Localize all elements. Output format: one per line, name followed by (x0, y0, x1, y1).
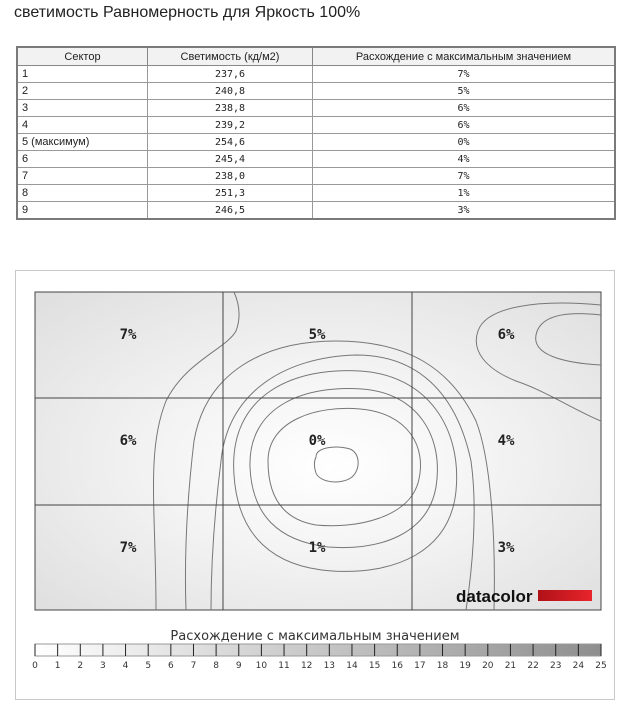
sector-cell: 9 (17, 202, 148, 220)
sector-cell: 8 (17, 185, 148, 202)
legend-label: 9 (235, 661, 242, 671)
deviation-cell: 6% (313, 117, 616, 134)
page-title: светимость Равномерность для Яркость 100% (14, 4, 361, 21)
legend-label: 5 (145, 661, 152, 671)
sector-label: 4% (497, 433, 515, 449)
luminance-cell: 238,8 (148, 100, 313, 117)
sector-label: 3% (497, 540, 515, 556)
deviation-cell: 6% (313, 100, 616, 117)
table-row (17, 168, 615, 185)
deviation-cell: 7% (313, 168, 616, 185)
sector-cell: 7 (17, 168, 148, 185)
legend-label: 23 (549, 661, 562, 671)
deviation-cell: 1% (313, 185, 616, 202)
legend-label: 15 (368, 661, 381, 671)
sector-label: 1% (308, 540, 326, 556)
uniformity-panel (15, 270, 615, 700)
table-row (17, 100, 615, 117)
sector-cell: 3 (17, 100, 148, 117)
legend-label: 0 (32, 661, 38, 671)
sector-label: 5% (308, 327, 326, 343)
legend-label: 7 (190, 661, 197, 671)
legend-label: 16 (391, 661, 403, 671)
sector-cell: 5 (максимум) (17, 134, 148, 151)
luminance-cell: 254,6 (148, 134, 313, 151)
sector-label: 6% (119, 433, 137, 449)
legend-label: 20 (482, 661, 494, 671)
legend-label: 19 (459, 661, 471, 671)
legend-label: 1 (54, 661, 61, 671)
sector-cell: 4 (17, 117, 148, 134)
legend-label: 8 (213, 661, 219, 671)
table-row (17, 202, 615, 220)
brand-name: datacolor (456, 587, 533, 606)
deviation-cell: 5% (313, 83, 616, 100)
luminance-cell: 251,3 (148, 185, 313, 202)
legend-title: Расхождение с максимальным значением (170, 629, 460, 644)
column-header-deviation: Расхождение с максимальным значением (313, 47, 616, 66)
luminance-table (16, 46, 616, 220)
deviation-cell: 7% (313, 66, 616, 83)
sector-cell: 2 (17, 83, 148, 100)
luminance-cell: 246,5 (148, 202, 313, 220)
table-row (17, 134, 615, 151)
sector-label: 6% (497, 327, 515, 343)
legend-labels (16, 661, 614, 675)
legend-label: 24 (572, 661, 585, 671)
sector-cell: 1 (17, 66, 148, 83)
legend-label: 12 (300, 661, 313, 671)
legend-label: 18 (436, 661, 449, 671)
table-row (17, 117, 615, 134)
sector-cell: 6 (17, 151, 148, 168)
sector-label: 7% (119, 540, 137, 556)
legend-gradient-bar (35, 644, 601, 656)
table-header-row (17, 47, 615, 66)
sector-label: 0% (308, 433, 326, 449)
legend-label: 10 (255, 661, 268, 671)
deviation-cell: 0% (313, 134, 616, 151)
luminance-cell: 238,0 (148, 168, 313, 185)
brand-bar (538, 590, 592, 601)
legend-label: 11 (278, 661, 290, 671)
luminance-cell: 240,8 (148, 83, 313, 100)
table-row (17, 151, 615, 168)
column-header-luminance: Светимость (кд/м2) (148, 47, 313, 66)
table-row (17, 83, 615, 100)
legend-label: 17 (414, 661, 426, 671)
luminance-cell: 237,6 (148, 66, 313, 83)
column-header-sector: Сектор (17, 47, 148, 66)
luminance-cell: 245,4 (148, 151, 313, 168)
luminance-cell: 239,2 (148, 117, 313, 134)
table-row (17, 66, 615, 83)
legend-label: 2 (77, 661, 84, 671)
legend-label: 22 (527, 661, 539, 671)
legend-label: 6 (167, 661, 174, 671)
legend-label: 21 (504, 661, 517, 671)
sector-label: 7% (119, 327, 137, 343)
legend-label: 4 (122, 661, 129, 671)
legend-label: 3 (100, 661, 106, 671)
legend-label: 25 (595, 661, 607, 671)
table-row (17, 185, 615, 202)
legend-label: 14 (346, 661, 358, 671)
legend-label: 13 (323, 661, 336, 671)
deviation-cell: 4% (313, 151, 616, 168)
deviation-cell: 3% (313, 202, 616, 220)
